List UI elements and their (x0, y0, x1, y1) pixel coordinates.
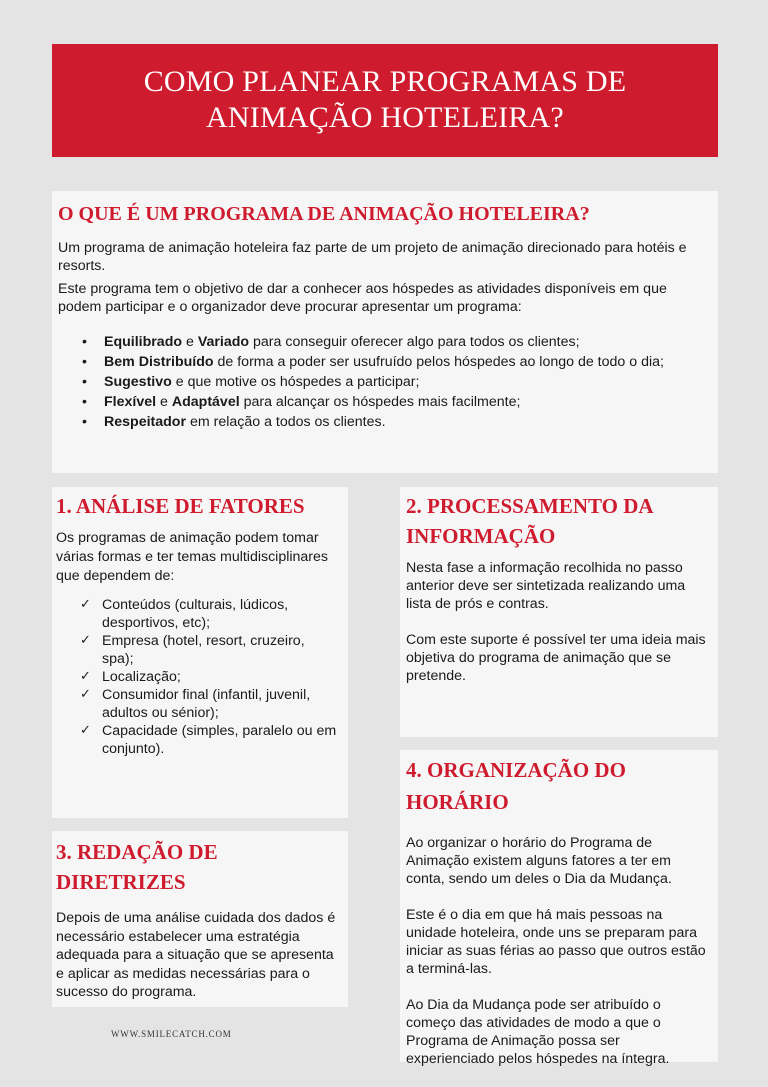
section-2-paragraph-2: Com este suporte é possível ter uma ideia mais objetiva do programa de animação que se pretende. (406, 632, 706, 684)
bullet-icon: • (82, 414, 87, 430)
section-1-card (52, 487, 348, 818)
section-3-text: Depois de uma análise cuidada dos dados é necessário estabelecer uma estratégia adequada para a situação que se apresenta e aplicar as medidas necessárias para o sucesso do programa. (56, 910, 336, 1000)
list-item: ✓ Conteúdos (culturais, lúdicos, desportivos, etc); (80, 597, 289, 631)
section-2-heading: 2. PROCESSAMENTO DA INFORMAÇÃO (406, 494, 653, 548)
bullet-icon: • (82, 354, 87, 370)
bullet-icon: • (82, 374, 87, 390)
title-banner (52, 44, 718, 157)
intro-bullet-list (58, 332, 708, 432)
section-4-paragraph-3: Ao Dia da Mudança pode ser atribuído o começo das atividades de modo a que o Programa de Animação possa ser experienciado pelos hóspedes na íntegra. (406, 997, 670, 1067)
footer-url: WWW.SMILECATCH.COM (111, 1029, 232, 1039)
list-item: ✓ Consumidor final (infantil, juvenil, adultos ou sénior); (80, 687, 311, 721)
section-2-paragraph-1: Nesta fase a informação recolhida no passo anterior deve ser sintetizada realizando uma lista de prós e contras. (406, 560, 686, 612)
section-4-card (400, 750, 718, 1067)
intro-card (52, 191, 718, 473)
section-1-heading: 1. ANÁLISE DE FATORES (56, 494, 305, 518)
intro-heading: O QUE É UM PROGRAMA DE ANIMAÇÃO HOTELEIRA? (58, 203, 590, 225)
checkmark-icon: ✓ (80, 633, 91, 648)
list-item: • Equilibrado e Variado para conseguir oferecer algo para todos os clientes; (82, 334, 580, 350)
title-line-1: COMO PLANEAR PROGRAMAS DE (143, 65, 627, 98)
checkmark-icon: ✓ (80, 669, 91, 684)
section-4-paragraph-1: Ao organizar o horário do Programa de Animação existem alguns fatores a ter em conta, sendo um deles o Dia da Mudança. (406, 835, 672, 887)
list-item: ✓ Localização; (80, 669, 181, 685)
list-item: ✓ Capacidade (simples, paralelo ou em conjunto). (80, 723, 337, 757)
checkmark-icon: ✓ (80, 597, 91, 612)
section-3-card (52, 831, 348, 1007)
checkmark-icon: ✓ (80, 687, 91, 702)
section-4-paragraph-2: Este é o dia em que há mais pessoas na unidade hoteleira, onde uns se preparam para iniciar as suas férias ao passo que outros estão a terminá-las. (406, 907, 706, 977)
list-item: ✓ Empresa (hotel, resort, cruzeiro, spa); (80, 633, 305, 667)
section-3-heading: 3. REDAÇÃO DE DIRETRIZES (56, 840, 218, 894)
list-item: • Sugestivo e que motive os hóspedes a participar; (82, 374, 420, 390)
section-4-heading: 4. ORGANIZAÇÃO DO HORÁRIO (406, 758, 626, 814)
bullet-icon: • (82, 334, 87, 350)
checkmark-icon: ✓ (80, 723, 91, 738)
list-item: • Bem Distribuído de forma a poder ser usufruído pelos hóspedes ao longo de todo o dia; (82, 354, 664, 370)
section-1-text: Os programas de animação podem tomar várias formas e ter temas multidisciplinares que dependem de: (56, 530, 329, 584)
intro-paragraph-1: Um programa de animação hoteleira faz parte de um projeto de animação direcionado para hotéis e resorts. (58, 240, 687, 274)
section-2-card (400, 487, 718, 737)
list-item: • Respeitador em relação a todos os clientes. (82, 414, 386, 430)
bullet-icon: • (82, 394, 87, 410)
factors-list (56, 596, 338, 758)
intro-paragraph-2: Este programa tem o objetivo de dar a conhecer aos hóspedes as atividades disponíveis em que podem participar e o organizador deve procurar apresentar um programa: (58, 281, 667, 315)
title-line-2: ANIMAÇÃO HOTELEIRA? (206, 101, 564, 134)
list-item: • Flexível e Adaptável para alcançar os hóspedes mais facilmente; (82, 394, 521, 410)
